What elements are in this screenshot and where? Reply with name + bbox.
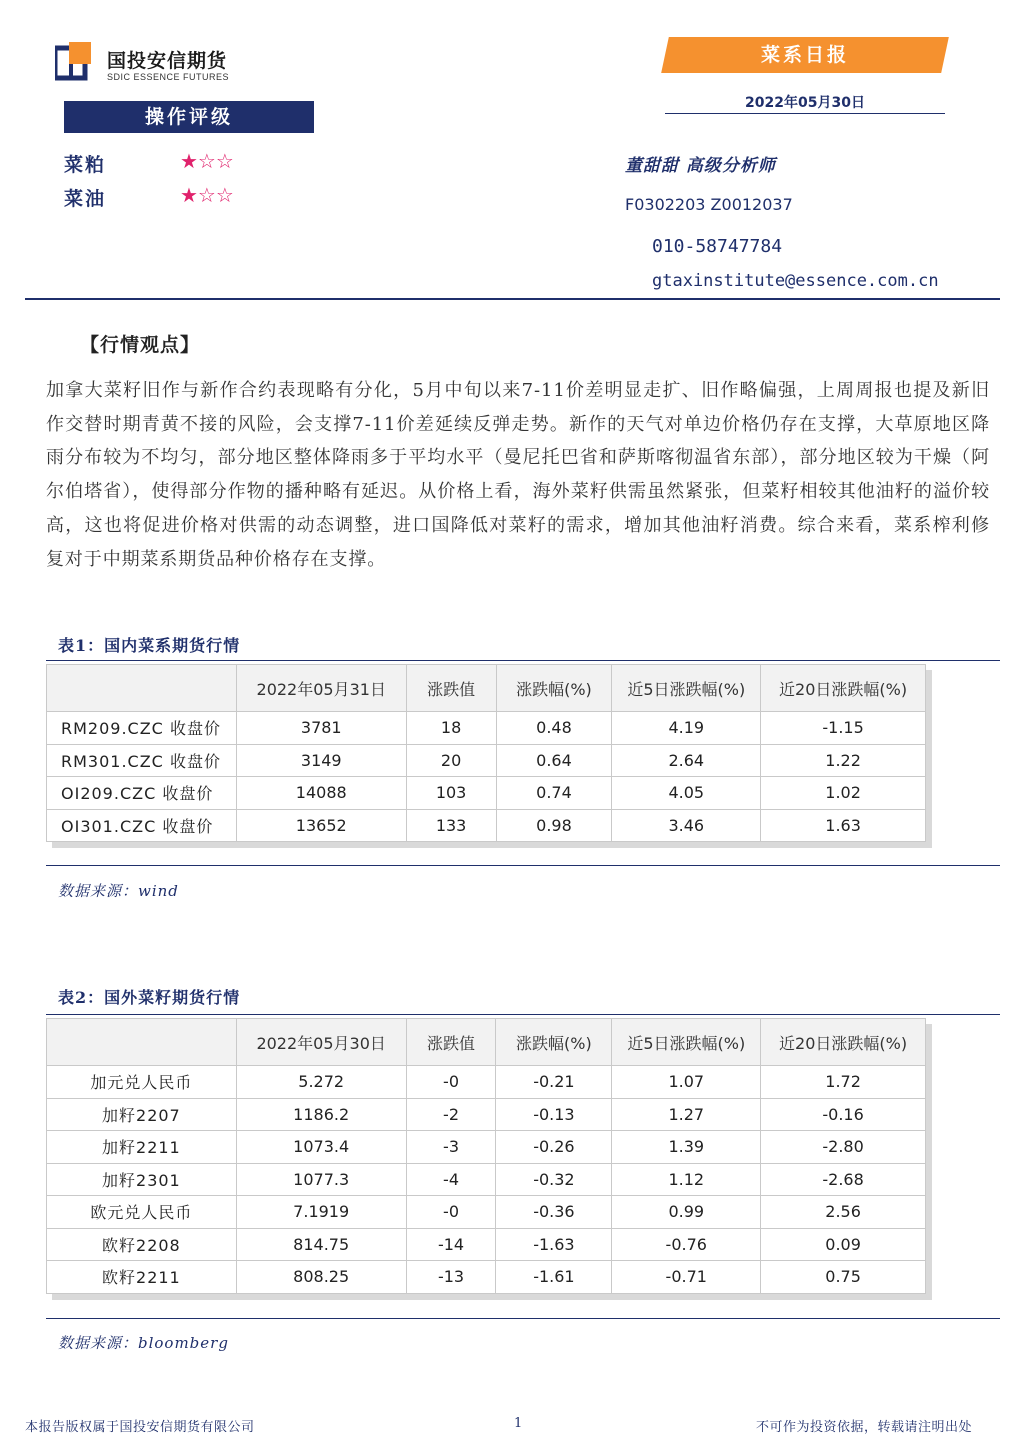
table-cell: -0.36 <box>496 1196 612 1229</box>
table-row <box>47 777 926 810</box>
table-cell: RM301.CZC 收盘价 <box>47 744 237 777</box>
table-cell: -13 <box>406 1261 496 1294</box>
table2-caption: 表2：国外菜籽期货行情 <box>58 988 241 1007</box>
table-cell: RM209.CZC 收盘价 <box>47 712 237 745</box>
table-cell: -0.26 <box>496 1131 612 1164</box>
table-header-cell <box>47 665 237 712</box>
table-cell: 1186.2 <box>236 1098 406 1131</box>
table-cell: 1.63 <box>761 809 926 842</box>
table-header-cell <box>47 1019 237 1066</box>
table-header-cell: 涨跌值 <box>406 1019 496 1066</box>
report-date: 2022年05月30日 <box>745 95 865 111</box>
table-cell: -0.76 <box>612 1228 761 1261</box>
table-cell: -0.71 <box>612 1261 761 1294</box>
table-cell: 加籽2301 <box>47 1163 237 1196</box>
table-row <box>47 1196 926 1229</box>
table-cell: 7.1919 <box>236 1196 406 1229</box>
report-title: 菜系日报 <box>760 44 849 66</box>
table-cell: -3 <box>406 1131 496 1164</box>
table-cell: 1.07 <box>612 1066 761 1099</box>
table-cell: OI209.CZC 收盘价 <box>47 777 237 810</box>
table-cell: -2 <box>406 1098 496 1131</box>
table-header-cell: 近5日涨跌幅(%) <box>612 665 761 712</box>
table-row <box>47 744 926 777</box>
table-cell: -4 <box>406 1163 496 1196</box>
table-header-cell: 2022年05月31日 <box>236 665 406 712</box>
report-title-banner <box>665 37 945 73</box>
logo-english-name: SDIC ESSENCE FUTURES <box>107 72 230 82</box>
rating-title: 操作评级 <box>64 101 314 133</box>
table-cell: -2.68 <box>761 1163 926 1196</box>
table-row <box>47 1163 926 1196</box>
table-cell: 0.99 <box>612 1196 761 1229</box>
table-cell: 0.48 <box>496 712 612 745</box>
table-cell: 4.19 <box>612 712 761 745</box>
table-cell: 1.72 <box>761 1066 926 1099</box>
table-row <box>47 1131 926 1164</box>
table-header-row <box>47 1019 926 1066</box>
table-row <box>47 1098 926 1131</box>
table-row <box>47 1066 926 1099</box>
table-row <box>47 809 926 842</box>
table-cell: 133 <box>406 809 496 842</box>
table-cell: -0.16 <box>761 1098 926 1131</box>
table-cell: 2.64 <box>612 744 761 777</box>
star-rating-icon: ★☆☆ <box>180 183 234 207</box>
rating-row-rapeseed-meal <box>64 150 284 176</box>
table-cell: 1.27 <box>612 1098 761 1131</box>
table-cell: 808.25 <box>236 1261 406 1294</box>
table-cell: 5.272 <box>236 1066 406 1099</box>
analyst-license: F0302203 Z0012037 <box>625 195 793 214</box>
table1-top-rule <box>46 660 1000 661</box>
table-cell: 欧籽2208 <box>47 1228 237 1261</box>
table-cell: -0 <box>406 1196 496 1229</box>
domestic-futures-table <box>46 664 926 842</box>
table-cell: 0.09 <box>761 1228 926 1261</box>
table-cell: 1.02 <box>761 777 926 810</box>
rating-name: 菜粕 <box>64 154 107 176</box>
table-cell: 13652 <box>236 809 406 842</box>
table-cell: 4.05 <box>612 777 761 810</box>
table-cell: -0 <box>406 1066 496 1099</box>
logo-mark-icon <box>55 42 99 86</box>
table2-bottom-rule <box>46 1318 1000 1319</box>
table2-top-rule <box>46 1014 1000 1015</box>
table1-bottom-rule <box>46 865 1000 866</box>
analyst-name: 董甜甜 高级分析师 <box>625 156 776 176</box>
footer-disclaimer: 不可作为投资依据，转载请注明出处 <box>756 1420 973 1435</box>
table-cell: 0.64 <box>496 744 612 777</box>
rating-name: 菜油 <box>64 188 107 210</box>
table-cell: 103 <box>406 777 496 810</box>
table-cell: 0.74 <box>496 777 612 810</box>
table-cell: 欧籽2211 <box>47 1261 237 1294</box>
table-header-cell: 近5日涨跌幅(%) <box>612 1019 761 1066</box>
table-cell: 1.12 <box>612 1163 761 1196</box>
table-cell: 2.56 <box>761 1196 926 1229</box>
table-cell: -14 <box>406 1228 496 1261</box>
table-cell: 20 <box>406 744 496 777</box>
analyst-phone: 010-58747784 <box>652 236 783 257</box>
table-cell: 1077.3 <box>236 1163 406 1196</box>
table-row <box>47 712 926 745</box>
table-header-cell: 涨跌幅(%) <box>496 665 612 712</box>
table-header-row <box>47 665 926 712</box>
footer-page-number: 1 <box>514 1416 523 1431</box>
star-rating-icon: ★☆☆ <box>180 149 234 173</box>
table-cell: 3.46 <box>612 809 761 842</box>
table-cell: 加籽2207 <box>47 1098 237 1131</box>
table-row <box>47 1228 926 1261</box>
table-cell: 3149 <box>236 744 406 777</box>
table2-source: 数据来源：bloomberg <box>58 1334 229 1352</box>
table-cell: -2.80 <box>761 1131 926 1164</box>
table-cell: -0.13 <box>496 1098 612 1131</box>
table-cell: -1.15 <box>761 712 926 745</box>
table-cell: 欧元兑人民币 <box>47 1196 237 1229</box>
market-view-paragraph: 加拿大菜籽旧作与新作合约表现略有分化，5月中旬以来7-11价差明显走扩、旧作略偏强，上周周报也提及新旧作交替时期青黄不接的风险，会支撑7-11价差延续反弹走势。新作的天气对单边价格仍存在支撑，大草原地区降雨分布较为不均匀，部分地区整体降雨多于平均水平（曼尼托巴省和萨斯喀彻温省东部），部分地区较为干燥（阿尔伯塔省），使得部分作物的播种略有延迟。从价格上看，海外菜籽供需虽然紧张，但菜籽相较其他油籽的溢价较高，这也将促进价格对供需的动态调整，进口国降低对菜籽的需求，增加其他油籽消费。综合来看，菜系榨利修复对于中期菜系期货品种价格存在支撑。 <box>46 380 990 570</box>
table-cell: 1.39 <box>612 1131 761 1164</box>
table-cell: 0.98 <box>496 809 612 842</box>
logo-chinese-name: 国投安信期货 <box>107 50 228 72</box>
table-cell: 18 <box>406 712 496 745</box>
table-header-cell: 2022年05月30日 <box>236 1019 406 1066</box>
company-logo <box>55 42 235 90</box>
rating-row-rapeseed-oil <box>64 184 284 210</box>
header-divider <box>25 298 1000 300</box>
table-cell: 3781 <box>236 712 406 745</box>
footer-copyright: 本报告版权属于国投安信期货有限公司 <box>25 1420 255 1435</box>
table-cell: -0.32 <box>496 1163 612 1196</box>
table-cell: 0.75 <box>761 1261 926 1294</box>
table-cell: 加元兑人民币 <box>47 1066 237 1099</box>
table-cell: 1073.4 <box>236 1131 406 1164</box>
date-divider <box>665 113 945 114</box>
table-cell: -0.21 <box>496 1066 612 1099</box>
table-header-cell: 近20日涨跌幅(%) <box>761 665 926 712</box>
table-header-cell: 涨跌值 <box>406 665 496 712</box>
analyst-email[interactable]: gtaxinstitute@essence.com.cn <box>652 271 939 291</box>
table1-caption: 表1：国内菜系期货行情 <box>58 636 241 655</box>
overseas-futures-table <box>46 1018 926 1294</box>
table-cell: OI301.CZC 收盘价 <box>47 809 237 842</box>
table-header-cell: 涨跌幅(%) <box>496 1019 612 1066</box>
table-cell: -1.61 <box>496 1261 612 1294</box>
table-cell: -1.63 <box>496 1228 612 1261</box>
table-row <box>47 1261 926 1294</box>
table-cell: 814.75 <box>236 1228 406 1261</box>
table1-source: 数据来源：wind <box>58 882 179 900</box>
table-cell: 14088 <box>236 777 406 810</box>
table-cell: 加籽2211 <box>47 1131 237 1164</box>
table-header-cell: 近20日涨跌幅(%) <box>761 1019 926 1066</box>
market-view-title: 【行情观点】 <box>80 334 201 356</box>
table-cell: 1.22 <box>761 744 926 777</box>
